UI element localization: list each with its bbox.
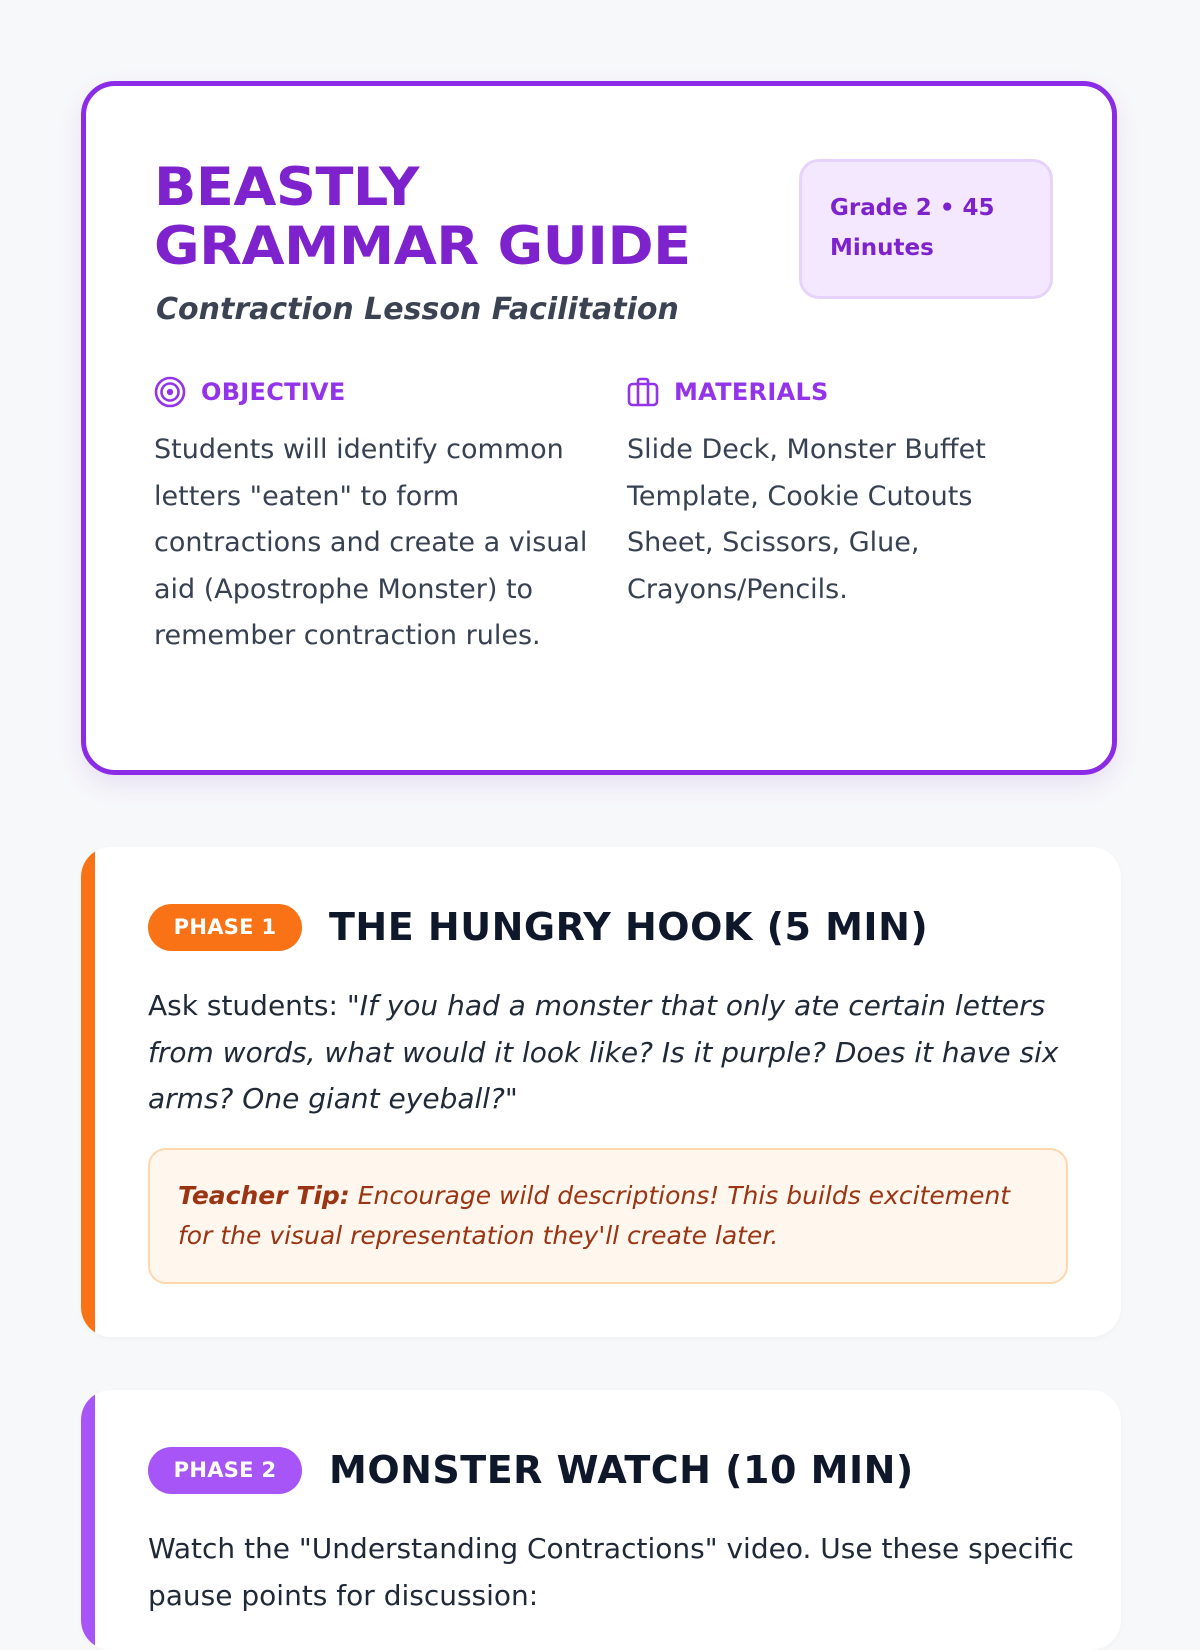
teacher-tip-text: Encourage wild descriptions! This builds excitement for the visual representation they'll create later. (178, 1181, 1011, 1250)
phase-1-badge: PHASE 1 (148, 904, 302, 951)
page-subtitle: Contraction Lesson Facilitation (156, 292, 679, 327)
phase-2-card (81, 1390, 1121, 1650)
target-icon (154, 376, 186, 408)
objective-text: Students will identify common letters "eaten" to form contractions and create a visual aid (Apostrophe Monster) to remember contraction rules. (154, 434, 588, 652)
objective-heading-label: OBJECTIVE (201, 378, 346, 406)
phase-1-quote: "If you had a monster that only ate certain letters from words, what would it look like? Is it purple? Does it have six arms? One giant eyeball?" (148, 989, 1059, 1116)
briefcase-icon (627, 376, 659, 408)
phase-1-instruction (148, 983, 1078, 1123)
title-line-1: BEASTLY (154, 157, 419, 218)
phase-1-card (81, 847, 1121, 1337)
phase-1-accent-bar (81, 847, 95, 1337)
materials-heading (627, 376, 829, 408)
materials-text: Slide Deck, Monster Buffet Template, Cookie Cutouts Sheet, Scissors, Glue, Crayons/Pencils. (627, 434, 986, 605)
phase-1-intro: Ask students: (148, 989, 347, 1022)
phase-2-instruction: Watch the "Understanding Contractions" video. Use these specific pause points for discussion: (148, 1532, 1074, 1612)
phase-2-badge: PHASE 2 (148, 1447, 302, 1494)
grade-badge-line-2: Minutes (830, 235, 934, 261)
lesson-header-card (81, 81, 1117, 775)
teacher-tip-label: Teacher Tip: (178, 1181, 350, 1210)
phase-2-accent-bar (81, 1390, 95, 1650)
title-line-2: GRAMMAR GUIDE (154, 216, 691, 277)
phase-1-title: THE HUNGRY HOOK (5 MIN) (329, 905, 929, 949)
teacher-tip-box (148, 1148, 1068, 1284)
objective-heading (154, 376, 346, 408)
phase-2-title: MONSTER WATCH (10 MIN) (329, 1448, 914, 1492)
grade-badge-line-1: Grade 2 • 45 (830, 195, 995, 221)
page-title (154, 158, 805, 276)
grade-duration-badge (799, 159, 1053, 299)
materials-heading-label: MATERIALS (674, 378, 829, 406)
